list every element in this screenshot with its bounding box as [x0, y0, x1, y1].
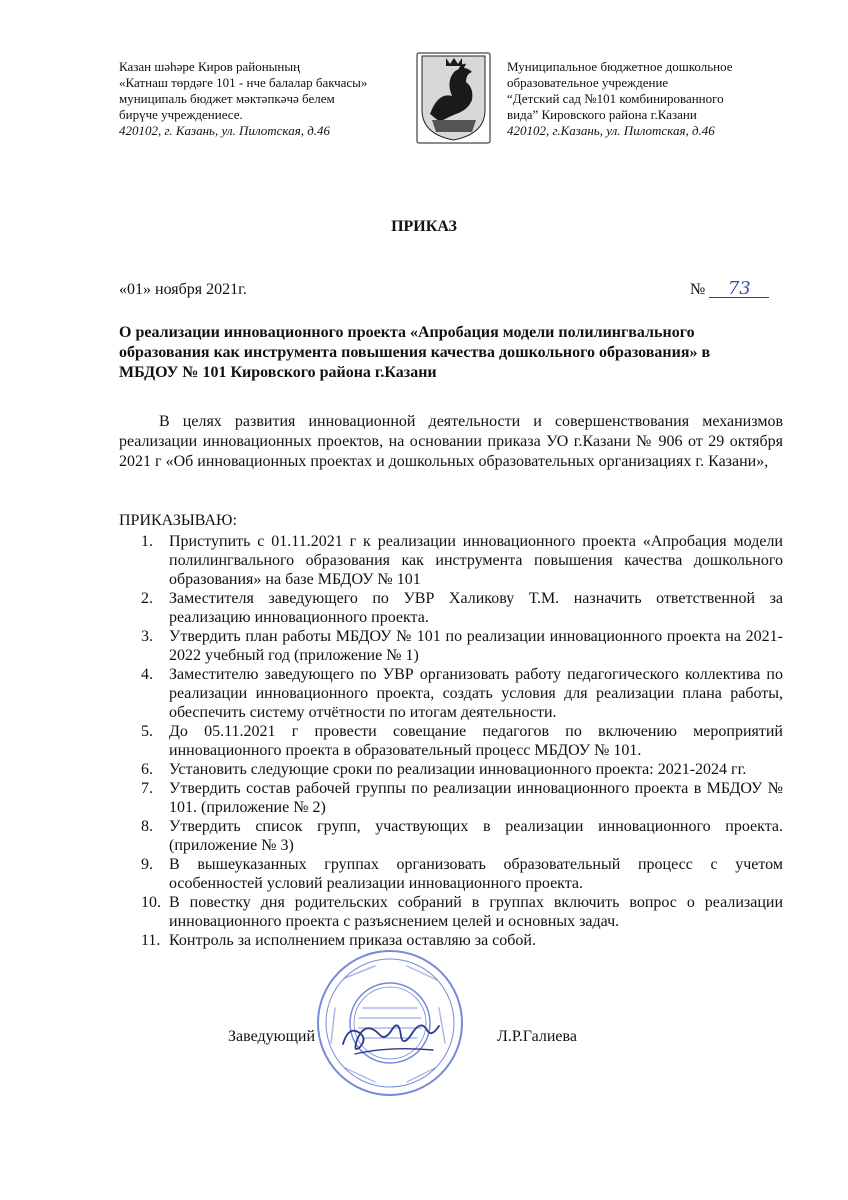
order-item-text: Приступить с 01.11.2021 г к реализации инновационного проекта «Апробация модели полилингвального образования как инструмента повышения качества дошкольного образования» на базе МБДОУ № 101: [169, 533, 783, 588]
order-item-text: Заместителю заведующего по УВР организовать работу педагогического коллектива по реализации инновационного проекта, создать условия для реализации плана работы, обеспечить систему отчётности по итогам деятельности.: [169, 666, 783, 721]
order-item-text: Установить следующие сроки по реализации инновационного проекта: 2021-2024 гг.: [169, 761, 747, 778]
order-directive: ПРИКАЗЫВАЮ:: [119, 512, 237, 529]
order-item: [119, 760, 783, 779]
handwritten-signature: [335, 1010, 445, 1060]
header-right-line: вида” Кировского района г.Казани: [507, 107, 697, 122]
signer-name: Л.Р.Галиева: [497, 1028, 577, 1045]
header-left-block: [119, 59, 419, 139]
order-number: [690, 278, 769, 299]
order-item: [119, 627, 783, 665]
order-item: [119, 779, 783, 817]
order-item: [119, 722, 783, 760]
order-item-text: Утвердить состав рабочей группы по реализации инновационного проекта в МБДОУ № 101. (приложение № 2): [169, 780, 783, 816]
header-right-block: [507, 59, 807, 139]
document-title: ПРИКАЗ: [391, 218, 457, 235]
header-left-address: 420102, г. Казань, ул. Пилотская, д.46: [119, 123, 331, 138]
order-item-number: 11.: [141, 932, 161, 949]
order-items-list: [119, 532, 783, 950]
header-right-line: Муниципальное бюджетное дошкольное: [507, 59, 733, 74]
order-subject: О реализации инновационного проекта «Апробация модели полилингвального образования как инструмента повышения качества дошкольного образования» в МБДОУ № 101 Кировского района г.Казани: [119, 324, 711, 381]
order-item-number: 7.: [141, 780, 153, 797]
order-item-text: Контроль за исполнением приказа оставляю за собой.: [169, 932, 536, 949]
order-item-number: 4.: [141, 666, 153, 683]
order-item-number: 2.: [141, 590, 153, 607]
order-item-text: Утвердить список групп, участвующих в реализации инновационного проекта. (приложение № 3): [169, 818, 783, 854]
order-item-text: В вышеуказанных группах организовать образовательный процесс с учетом особенностей условий реализации инновационного проекта.: [169, 856, 783, 892]
order-date: «01» ноября 2021г.: [119, 281, 247, 298]
order-item: [119, 532, 783, 589]
order-item-number: 6.: [141, 761, 153, 778]
order-preamble: В целях развития инновационной деятельности и совершенствования механизмов реализации инновационных проектов, на основании приказа УО г.Казани № 906 от 29 октября 2021 г «Об инновационных проектах и дошкольных образовательных организациях г. Казани»,: [119, 413, 783, 470]
order-number-label: №: [690, 281, 706, 298]
order-item: [119, 855, 783, 893]
header-right-address: 420102, г.Казань, ул. Пилотская, д.46: [507, 123, 715, 138]
order-item-number: 8.: [141, 818, 153, 835]
header-left-line: «Катнаш төрдәге 101 - нче балалар бакчасы»: [119, 75, 368, 90]
order-item-text: Заместителя заведующего по УВР Халикову Т.М. назначить ответственной за реализацию инновационного проекта.: [169, 590, 783, 626]
order-item-number: 3.: [141, 628, 153, 645]
order-item: [119, 665, 783, 722]
header-right-line: образовательное учреждение: [507, 75, 669, 90]
order-item: [119, 817, 783, 855]
order-item: [119, 893, 783, 931]
order-item-text: В повестку дня родительских собраний в группах включить вопрос о реализации инновационного проекта с разъяснением целей и основных задач.: [169, 894, 783, 930]
header-left-line: бирүче учреждениесе.: [119, 107, 243, 122]
header-left-line: Казан шәһәре Киров районының: [119, 59, 301, 74]
header-right-line: “Детский сад №101 комбинированного: [507, 91, 724, 106]
kazan-coat-of-arms-icon: [416, 52, 491, 144]
header-left-line: муниципаль бюджет мәктәпкәчә белем: [119, 91, 335, 106]
order-item-number: 5.: [141, 723, 153, 740]
order-item-number: 10.: [141, 894, 161, 911]
order-item: [119, 589, 783, 627]
order-item-text: До 05.11.2021 г провести совещание педагогов по включению мероприятий инновационного проекта в образовательный процесс МБДОУ № 101.: [169, 723, 783, 759]
order-number-value: 73: [709, 281, 769, 298]
order-item-number: 9.: [141, 856, 153, 873]
order-item-text: Утвердить план работы МБДОУ № 101 по реализации инновационного проекта на 2021-2022 учебный год (приложение № 1): [169, 628, 783, 664]
order-item-number: 1.: [141, 533, 153, 550]
signer-title: Заведующий: [228, 1028, 316, 1045]
